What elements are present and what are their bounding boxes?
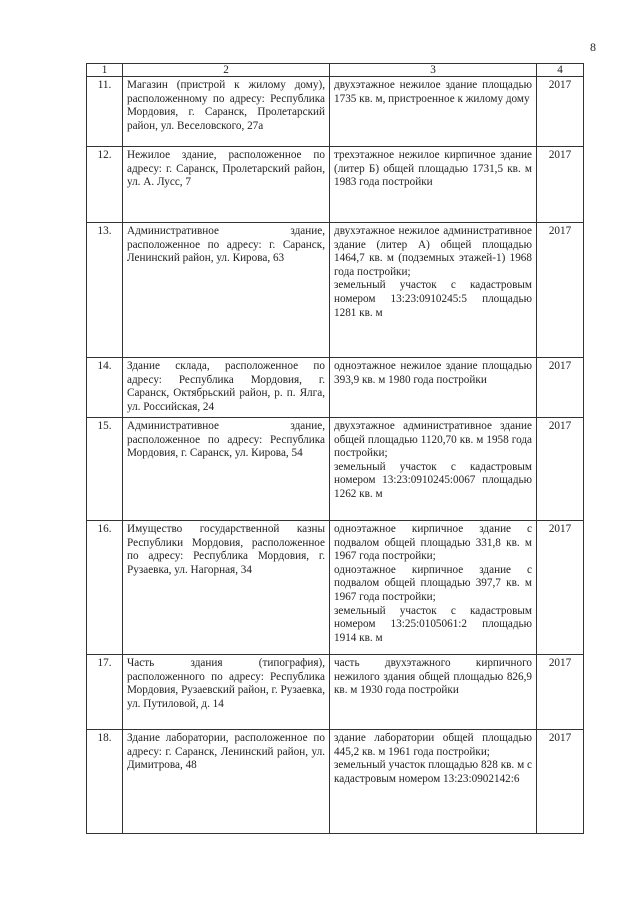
year-cell: 2017 (537, 358, 584, 418)
object-description (330, 655, 537, 730)
year-cell: 2017 (537, 418, 584, 521)
description-line: трехэтажное нежилое кирпичное здание (литер Б) общей площадью 1731,5 кв. м 1983 года постройки (334, 149, 532, 189)
description-line: двухэтажное административное здание общей площадью 1120,70 кв. м 1958 года постройки; (334, 420, 532, 460)
column-header-name: 2 (123, 64, 330, 77)
table-row (87, 521, 584, 655)
object-name: Нежилое здание, расположенное по адресу: г. Саранск, Пролетарский район, ул. А. Лусс, 7 (123, 147, 330, 223)
description-line: земельный участок с кадастровым номером 13:25:0105061:2 площадью 1914 кв. м (334, 604, 532, 644)
description-line: земельный участок площадью 828 кв. м с кадастровым номером 13:23:0902142:6 (334, 759, 532, 785)
object-name: Здание лаборатории, расположенное по адресу: г. Саранск, Ленинский район, ул. Димитрова, 48 (123, 730, 330, 834)
description-line: одноэтажное кирпичное здание с подвалом общей площадью 397,7 кв. м 1967 года постройки; (334, 563, 532, 603)
year-cell: 2017 (537, 147, 584, 223)
object-name: Имущество государственной казны Республики Мордовия, расположенное по адресу: Республика Мордовия, г. Рузаевка, ул. Нагорная, 34 (123, 521, 330, 655)
column-header-description: 3 (330, 64, 537, 77)
row-number: 18. (87, 730, 123, 834)
description-line: здание лаборатории общей площадью 445,2 кв. м 1961 года постройки; (334, 732, 532, 758)
object-description (330, 521, 537, 655)
table-row (87, 418, 584, 521)
table-row (87, 147, 584, 223)
year-cell: 2017 (537, 655, 584, 730)
row-number: 12. (87, 147, 123, 223)
page-number: 8 (590, 40, 596, 54)
object-description (330, 147, 537, 223)
object-description (330, 77, 537, 147)
header-row (87, 64, 584, 77)
description-line: одноэтажное нежилое здание площадью 393,9 кв. м 1980 года постройки (334, 360, 532, 386)
table-row (87, 358, 584, 418)
object-description (330, 730, 537, 834)
year-cell: 2017 (537, 730, 584, 834)
description-line: одноэтажное кирпичное здание с подвалом общей площадью 331,8 кв. м 1967 года постройки; (334, 523, 532, 563)
table-row (87, 655, 584, 730)
object-name: Административное здание, расположенное по адресу: Республика Мордовия, г. Саранск, ул. Кирова, 54 (123, 418, 330, 521)
description-line: земельный участок с кадастровым номером 13:23:0910245:0067 площадью 1262 кв. м (334, 460, 532, 500)
object-name: Здание склада, расположенное по адресу: Республика Мордовия, г. Саранск, Октябрьский район, р. п. Ялга, ул. Российская, 24 (123, 358, 330, 418)
row-number: 13. (87, 223, 123, 358)
description-line: двухэтажное нежилое здание площадью 1735 кв. м, пристроенное к жилому дому (334, 79, 532, 105)
object-name: Магазин (пристрой к жилому дому), расположенному по адресу: Республика Мордовия, г. Саранск, Пролетарский район, ул. Веселовского, 27а (123, 77, 330, 147)
row-number: 15. (87, 418, 123, 521)
object-name: Часть здания (типография), расположенного по адресу: Республика Мордовия, Рузаевский район, г. Рузаевка, ул. Путиловой, д. 14 (123, 655, 330, 730)
table-row (87, 223, 584, 358)
year-cell: 2017 (537, 77, 584, 147)
description-line: двухэтажное нежилое административное здание (литер А) общей площадью 1464,7 кв. м (подземных этажей-1) 1968 года постройки; (334, 225, 532, 278)
row-number: 14. (87, 358, 123, 418)
object-description (330, 223, 537, 358)
table-row (87, 730, 584, 834)
description-line: земельный участок с кадастровым номером 13:23:0910245:5 площадью 1281 кв. м (334, 279, 532, 319)
column-header-year: 4 (537, 64, 584, 77)
column-header-number: 1 (87, 64, 123, 77)
year-cell: 2017 (537, 223, 584, 358)
row-number: 17. (87, 655, 123, 730)
row-number: 11. (87, 77, 123, 147)
year-cell: 2017 (537, 521, 584, 655)
row-number: 16. (87, 521, 123, 655)
object-name: Административное здание, расположенное по адресу: г. Саранск, Ленинский район, ул. Кирова, 63 (123, 223, 330, 358)
object-description (330, 418, 537, 521)
table-row (87, 77, 584, 147)
description-line: часть двухэтажного кирпичного нежилого здания общей площадью 826,9 кв. м 1930 года постройки (334, 657, 532, 697)
object-description (330, 358, 537, 418)
property-table (86, 63, 584, 834)
